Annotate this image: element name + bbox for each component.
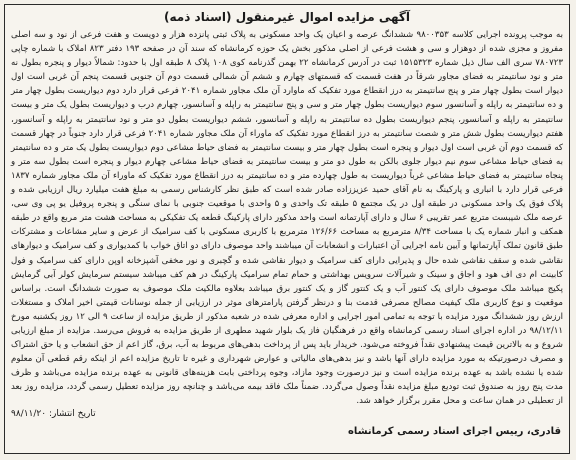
notice-title: آگهی مزایده اموال غیرمنقول (اسناد ذمه) bbox=[164, 10, 410, 24]
notice-document bbox=[4, 4, 570, 454]
publication-date: تاریخ انتشار: ۹۸/۱۱/۲۰ bbox=[11, 409, 96, 419]
notice-body: به موجب پرونده اجرایی کلاسه ۹۸۰۰۳۵۳ ششدانگ عرصه و اعیان یک واحد مسکونی به پلاک ثبتی پانزده هزار و دویست و هفت فرعی از نود و سه اصلی مفروز و مجزی شده از دوهزار و سی و هشت فرعی از اصلی مذکور بخش یک حوزه کرمانشاه که سند آن در صفحه ۱۹۳ دفتر ۸۲۳ املاک با شماره چاپی ۷۸۰۷۲۳ سری الف سال ذیل شماره ۱۵۱۵۳۲۳ ثبت در آدرس کرمانشاه ۲۲ بهمن گذرنامه کوی ۱۰۸ پلاک ۸ طبقه اول با حدود: شمالاً دیوار و پنجره بطول نه متر و نود سانتیمتر به فضای مجاور شرقاً در هفت قسمت که قسمتهای چهارم و ششم آن شمالی قسمت دوم آن جنوبی قسمت پنجم آن غربی است اول دیوار است بطول چهار متر و پنج سانتیمتر به درز انقطاع مورد تفکیک که ماوارد آن ملک مجاور شماره ۲۰۴۱ فرعی قرار دارد دوم دیواریست بطول چهار متر و ده سانتیمتر به راپله و آسانسور سوم دیواریست بطول چهار متر و سی و پنج سانتیمتر به راپله و آسانسور، چهارم درب و دیواریست بطول یک متر و بیست سانتیمتر به راپله و آسانسور، پنجم دیواریست بطول ده سانتیمتر به راپله و آسانسور، ششم دیواریست بطول دو متر و نود سانتیمتر به راپله و آسانسور، هفتم دیواریست بطول شش متر و شصت سانتیمتر به درز انقطاع مورد تفکیک که ماوراء آن ملک مجاور شماره ۲۰۴۱ فرعی قرار دارد جنوباً در چهار قسمت که قسمت دوم آن غربی است اول دیوار و پنجره است بطول چهار متر و بیست سانتیمتر به فضای حیاط مشاعی دوم دیواریست بطول یک متر و ده سانتیمتر به فضای حیاط مشاعی سوم نیم دیوار جلوی بالکن به طول دو متر و بیست سانتیمتر به فضای حیاط مشاعی چهارم دیوار و پنجره است بطول سه متر و پنجاه سانتیمتر به فضای حیاط مشاعی غرباً دیواریست به طول چهارده متر و ده سانتیمتر به درز انقطاع مورد تفکیک که ماوراء آن ملک مجاور شماره ۱۸۳۷ فرعی قرار دارد با انباری و پارکینگ به نام آقای حمید عزیززاده صادر شده است که طبق نظر کارشناس رسمی به مبلغ هفت میلیارد ریال ارزیابی شده و پلاک فوق یک واحد مسکونی در طبقه اول در یک مجتمع ۵ طبقه تک واحدی و ۵ واحدی با موقعیت جنوبی با نمای سنگی و پنجره پروفیل یو پی وی سی، عرصه ملک شیبست متربع عمر تقریبی ۶ سال و دارای آپارتمانه است واحد مذکور دارای پارکینگ قطعه یک تفکیکی به مساحت هشت متر مربع واقع در طبقه همکف و انبار شماره یک با مساحت ۸/۳۴ مترمربع به مساحت ۱۲۶/۶۶ مترمربع با کاربری مسکونی با کف سرامیک از عرض و سایر مشاعات و مشترکات طبق قانون تملک آپارتمانها و آیین نامه اجرایی آن اعتبارات و انشعابات آن میباشند واحد موصوف دارای دو اتاق خواب با کمدیواری و کف سرامیک و دیوارهای نقاشی شده و سقف نقاشی شده حال و پذیرایی دارای کف سرامیک و دیوار نقاشی شده و گچبری و نور مخفی آشپزخانه اوپن دارای کف سرامیک و فول کابینت ام دی اف هود و اجاق و سینک و شیرآلات سرویس بهداشتی و حمام تمام سرامیک پارکینگ در هم کف میباشد سیستم سرمایش کولر آبی گرمایش پکیج میباشد ملک موصوف دارای یک کنتور آب و یک کنتور گاز و یک کنتور برق میباشد بعلاوه مالکیت ملک موصوف به صورت ششدانگ است. براساس موقعیت و نوع کاربری ملک کیفیت مصالح مصرفی قدمت بنا و درنظر گرفتن پارامترهای موثر در ارزیابی از جمله نوسانات قیمتی اخیر املاک و مستغلات ارزش روز ششدانگ مورد مزایده با توجه به تمامی امور اجرایی و اداره معرفی شده در شعبه مذکور از طریق مزایده از ساعت ۹ الی ۱۲ روز یکشنبه مورخ ۹۸/۱۲/۱۱ در اداره اجرای اسناد رسمی کرمانشاه واقع در فرهنگیان فاز یک بلوار شهید مطهری از طریق مزایده به فروش می‌رسد. مزایده از مبلغ ارزیابی شروع و به بالاترین قیمت پیشنهادی نقداً فروخته می‌شود. خریدار باید پس از پرداخت بدهی‌های مربوط به آب، برق، گاز اعم از حق انشعاب و یا حق اشتراک و مصرف درصورتیکه به مورد مزایده دارای آنها باشد و نیز بدهی‌های مالیاتی و عوارض شهرداری و غیره تا تاریخ مزایده اعم از اینکه رقم قطعی آن معلوم شده یا نشده باشد به عهده برنده مزایده است و نیز درصورت وجود مازاد، وجوه پرداختی بابت هزینه‌های قانونی به عهده برنده مزایده می‌باشد و ظرف مدت پنج روز به صندوق ثبت تودیع مبلغ مزایده نقداً وصول می‌گردد. ضمناً ملک فاقد بیمه می‌باشد و چنانچه روز مزایده تعطیل رسمی گردد، مزایده روز بعد از تعطیلی در همان ساعت و محل مقرر برگزار خواهد شد. bbox=[11, 30, 564, 406]
signature: قادری، رییس اجرای اسناد رسمی کرمانشاه bbox=[348, 426, 561, 437]
